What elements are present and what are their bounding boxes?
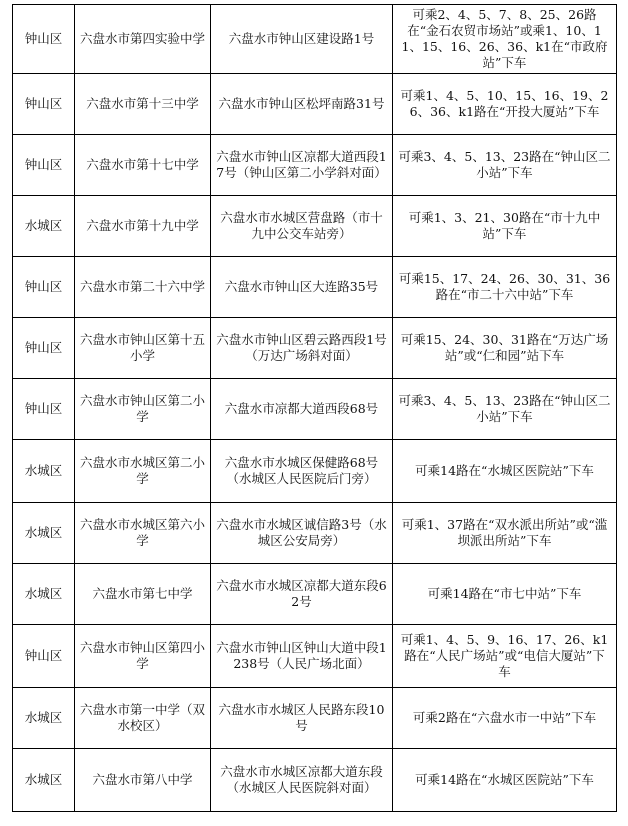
school-name-cell: 六盘水市第四实验中学 (75, 5, 211, 74)
bus-route-cell: 可乘1、3、21、30路在“市十九中站”下车 (393, 196, 617, 257)
table-row (13, 257, 617, 318)
district-cell: 钟山区 (13, 257, 75, 318)
district-cell: 水城区 (13, 440, 75, 503)
school-name-cell: 六盘水市水城区第六小学 (75, 503, 211, 564)
address-cell: 六盘水市水城区营盘路（市十九中公交车站旁） (211, 196, 393, 257)
district-cell: 水城区 (13, 564, 75, 625)
table-row (13, 564, 617, 625)
district-cell: 水城区 (13, 196, 75, 257)
address-cell: 六盘水市钟山区建设路1号 (211, 5, 393, 74)
district-cell: 钟山区 (13, 5, 75, 74)
district-cell: 水城区 (13, 749, 75, 812)
bus-route-cell: 可乘1、4、5、9、16、17、26、k1路在“人民广场站”或“电信大厦站”下车 (393, 625, 617, 688)
address-cell: 六盘水市钟山区碧云路西段1号（万达广场斜对面） (211, 318, 393, 379)
bus-route-cell: 可乘2路在“六盘水市一中站”下车 (393, 688, 617, 749)
district-cell: 钟山区 (13, 135, 75, 196)
bus-route-cell: 可乘3、4、5、13、23路在“钟山区二小站”下车 (393, 379, 617, 440)
district-cell: 水城区 (13, 688, 75, 749)
address-cell: 六盘水市钟山区钟山大道中段1238号（人民广场北面） (211, 625, 393, 688)
school-name-cell: 六盘水市第二十六中学 (75, 257, 211, 318)
district-cell: 钟山区 (13, 318, 75, 379)
school-name-cell: 六盘水市钟山区第十五小学 (75, 318, 211, 379)
address-cell: 六盘水市水城区凉都大道东段（水城区人民医院斜对面） (211, 749, 393, 812)
address-cell: 六盘水市水城区诚信路3号（水城区公安局旁） (211, 503, 393, 564)
table-row (13, 749, 617, 812)
table-row (13, 5, 617, 74)
bus-route-cell: 可乘14路在“市七中站”下车 (393, 564, 617, 625)
school-name-cell: 六盘水市第八中学 (75, 749, 211, 812)
district-cell: 水城区 (13, 503, 75, 564)
address-cell: 六盘水市钟山区凉都大道西段17号（钟山区第二小学斜对面） (211, 135, 393, 196)
school-name-cell: 六盘水市第十九中学 (75, 196, 211, 257)
table-row (13, 318, 617, 379)
table-row (13, 196, 617, 257)
district-cell: 钟山区 (13, 625, 75, 688)
address-cell: 六盘水市凉都大道西段68号 (211, 379, 393, 440)
bus-route-cell: 可乘15、17、24、26、30、31、36路在“市二十六中站”下车 (393, 257, 617, 318)
district-cell: 钟山区 (13, 379, 75, 440)
address-cell: 六盘水市钟山区大连路35号 (211, 257, 393, 318)
bus-route-cell: 可乘14路在“水城区医院站”下车 (393, 749, 617, 812)
table-row (13, 74, 617, 135)
bus-route-cell: 可乘15、24、30、31路在“万达广场站”或“仁和园”站下车 (393, 318, 617, 379)
table-row (13, 625, 617, 688)
bus-route-cell: 可乘1、37路在“双水派出所站”或“滥坝派出所站”下车 (393, 503, 617, 564)
school-name-cell: 六盘水市钟山区第四小学 (75, 625, 211, 688)
school-name-cell: 六盘水市钟山区第二小学 (75, 379, 211, 440)
school-name-cell: 六盘水市第十七中学 (75, 135, 211, 196)
address-cell: 六盘水市水城区保健路68号（水城区人民医院后门旁） (211, 440, 393, 503)
bus-route-cell: 可乘3、4、5、13、23路在“钟山区二小站”下车 (393, 135, 617, 196)
table-row (13, 379, 617, 440)
school-name-cell: 六盘水市第十三中学 (75, 74, 211, 135)
bus-route-cell: 可乘14路在“水城区医院站”下车 (393, 440, 617, 503)
district-cell: 钟山区 (13, 74, 75, 135)
address-cell: 六盘水市钟山区松坪南路31号 (211, 74, 393, 135)
address-cell: 六盘水市水城区人民路东段10号 (211, 688, 393, 749)
table-row (13, 503, 617, 564)
school-name-cell: 六盘水市第七中学 (75, 564, 211, 625)
table-row (13, 440, 617, 503)
school-transport-table (12, 4, 617, 812)
address-cell: 六盘水市水城区凉都大道东段62号 (211, 564, 393, 625)
bus-route-cell: 可乘1、4、5、10、15、16、19、26、36、k1路在“开投大厦站”下车 (393, 74, 617, 135)
school-name-cell: 六盘水市水城区第二小学 (75, 440, 211, 503)
bus-route-cell: 可乘2、4、5、7、8、25、26路在“金石农贸市场站”或乘1、10、11、15、16、26、36、k1在“市政府站”下车 (393, 5, 617, 74)
school-name-cell: 六盘水市第一中学（双水校区） (75, 688, 211, 749)
table-row (13, 135, 617, 196)
table-row (13, 688, 617, 749)
